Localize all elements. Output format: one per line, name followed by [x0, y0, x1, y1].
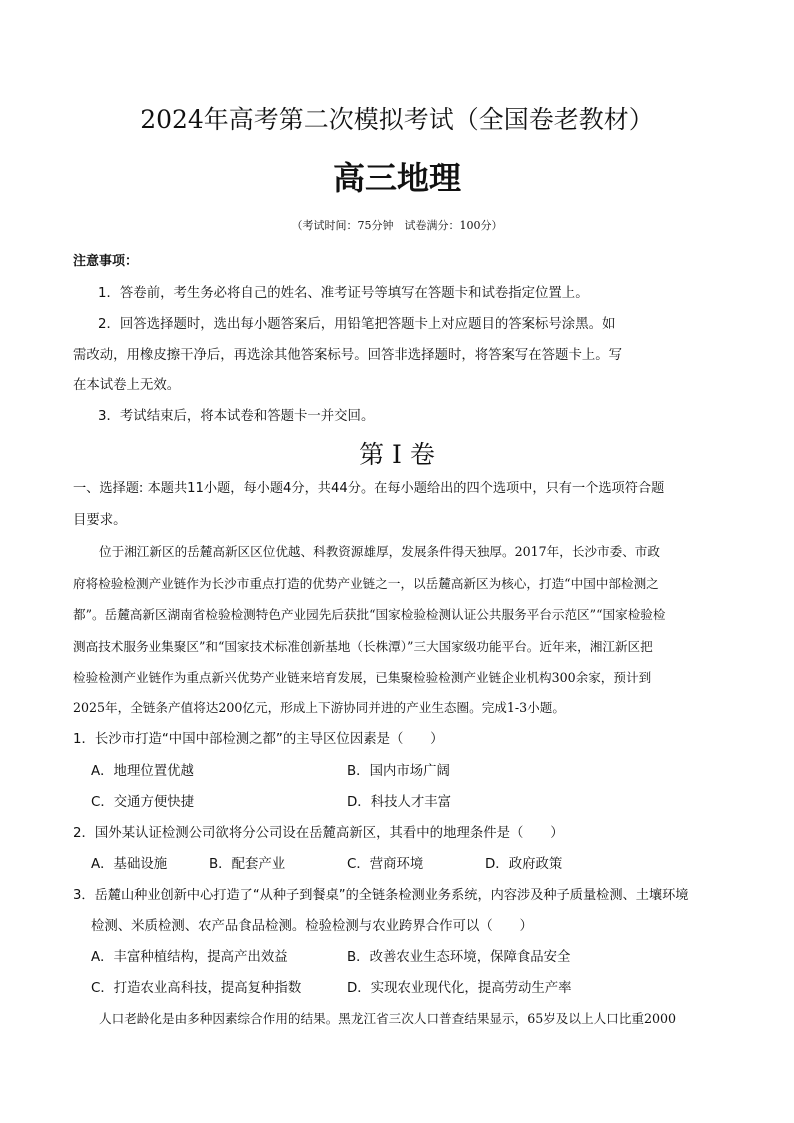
question-stem: 2．国外某认证检测公司欲将分公司设在岳麓高新区，其看中的地理条件是（ ） [73, 826, 564, 841]
section-instruction: 目要求。 [73, 513, 127, 528]
option-a: A．地理位置优越 [91, 764, 194, 779]
option-c: C．交通方便快捷 [91, 795, 195, 810]
question-stem: 1．长沙市打造“中国中部检测之都”的主导区位因素是（ ） [73, 732, 444, 747]
notice-line: 1．答卷前，考生务必将自己的姓名、准考证号等填写在答题卡和试卷指定位置上。 [98, 286, 589, 301]
passage-line: 都”。岳麓高新区湖南省检验检测特色产业园先后获批“国家检验检测认证公共服务平台示范区”“国家检验检 [73, 607, 666, 622]
passage-line: 检验检测产业链作为重点新兴优势产业链来培育发展，已集聚检验检测产业链企业机构300余家，预计到 [73, 670, 652, 685]
notice-title: 注意事项： [73, 254, 139, 269]
section-instruction: 一、选择题: 本题共11小题，每小题4分，共44分。在每小题给出的四个选项中，只有一个选项符合题 [73, 481, 665, 496]
passage-line: 府将检验检测产业链作为长沙市重点打造的优势产业链之一，以岳麓高新区为核心，打造“中国中部检测之 [73, 576, 659, 591]
notice-line: 在本试卷上无效。 [73, 378, 181, 393]
question-stem: 3．岳麓山种业创新中心打造了“从种子到餐桌”的全链条检测业务系统，内容涉及种子质量检测、土壤环境 [73, 888, 689, 903]
option-b: B．改善农业生态环境，保障食品安全 [347, 950, 571, 965]
option-b: B．国内市场广阔 [347, 764, 450, 779]
option-d: D．实现农业现代化，提高劳动生产率 [347, 981, 572, 996]
option-d: D．政府政策 [485, 857, 563, 872]
subject-title: 高三地理 [332, 159, 461, 197]
section-title: 第 I 卷 [359, 440, 435, 469]
notice-line: 2．回答选择题时，选出每小题答案后，用铅笔把答题卡上对应题目的答案标号涂黑。如 [98, 317, 616, 332]
exam-title: 2024年高考第二次模拟考试（全国卷老教材） [140, 105, 654, 134]
option-d: D．科技人才丰富 [347, 795, 452, 810]
option-b: B．配套产业 [209, 857, 286, 872]
passage-line: 测高技术服务业集聚区”和“国家技术标准创新基地（长株潭）”三大国家级功能平台。近年来，湘江新区把 [73, 639, 653, 654]
passage-line: 2025年，全链条产值将达200亿元，形成上下游协同并进的产业生态圈。完成1-3小题。 [73, 700, 565, 715]
notice-line: 3．考试结束后，将本试卷和答题卡一并交回。 [98, 409, 375, 424]
option-a: A．丰富种植结构，提高产出效益 [91, 950, 288, 965]
option-c: C．打造农业高科技，提高复种指数 [91, 981, 302, 996]
notice-line: 需改动，用橡皮擦干净后，再选涂其他答案标号。回答非选择题时，将答案写在答题卡上。写 [73, 348, 623, 363]
passage-line: 位于湘江新区的岳麓高新区区位优越、科教资源雄厚，发展条件得天独厚。2017年，长沙市委、市政 [99, 544, 660, 559]
exam-info: （考试时间：75分钟 试卷满分：100分） [291, 219, 503, 232]
question-stem: 检测、米质检测、农产品食品检测。检验检测与农业跨界合作可以（ ） [91, 919, 533, 934]
passage-line: 人口老龄化是由多种因素综合作用的结果。黑龙江省三次人口普查结果显示，65岁及以上人口比重2000 [99, 1011, 677, 1026]
option-c: C．营商环境 [347, 857, 424, 872]
option-a: A．基础设施 [91, 857, 168, 872]
